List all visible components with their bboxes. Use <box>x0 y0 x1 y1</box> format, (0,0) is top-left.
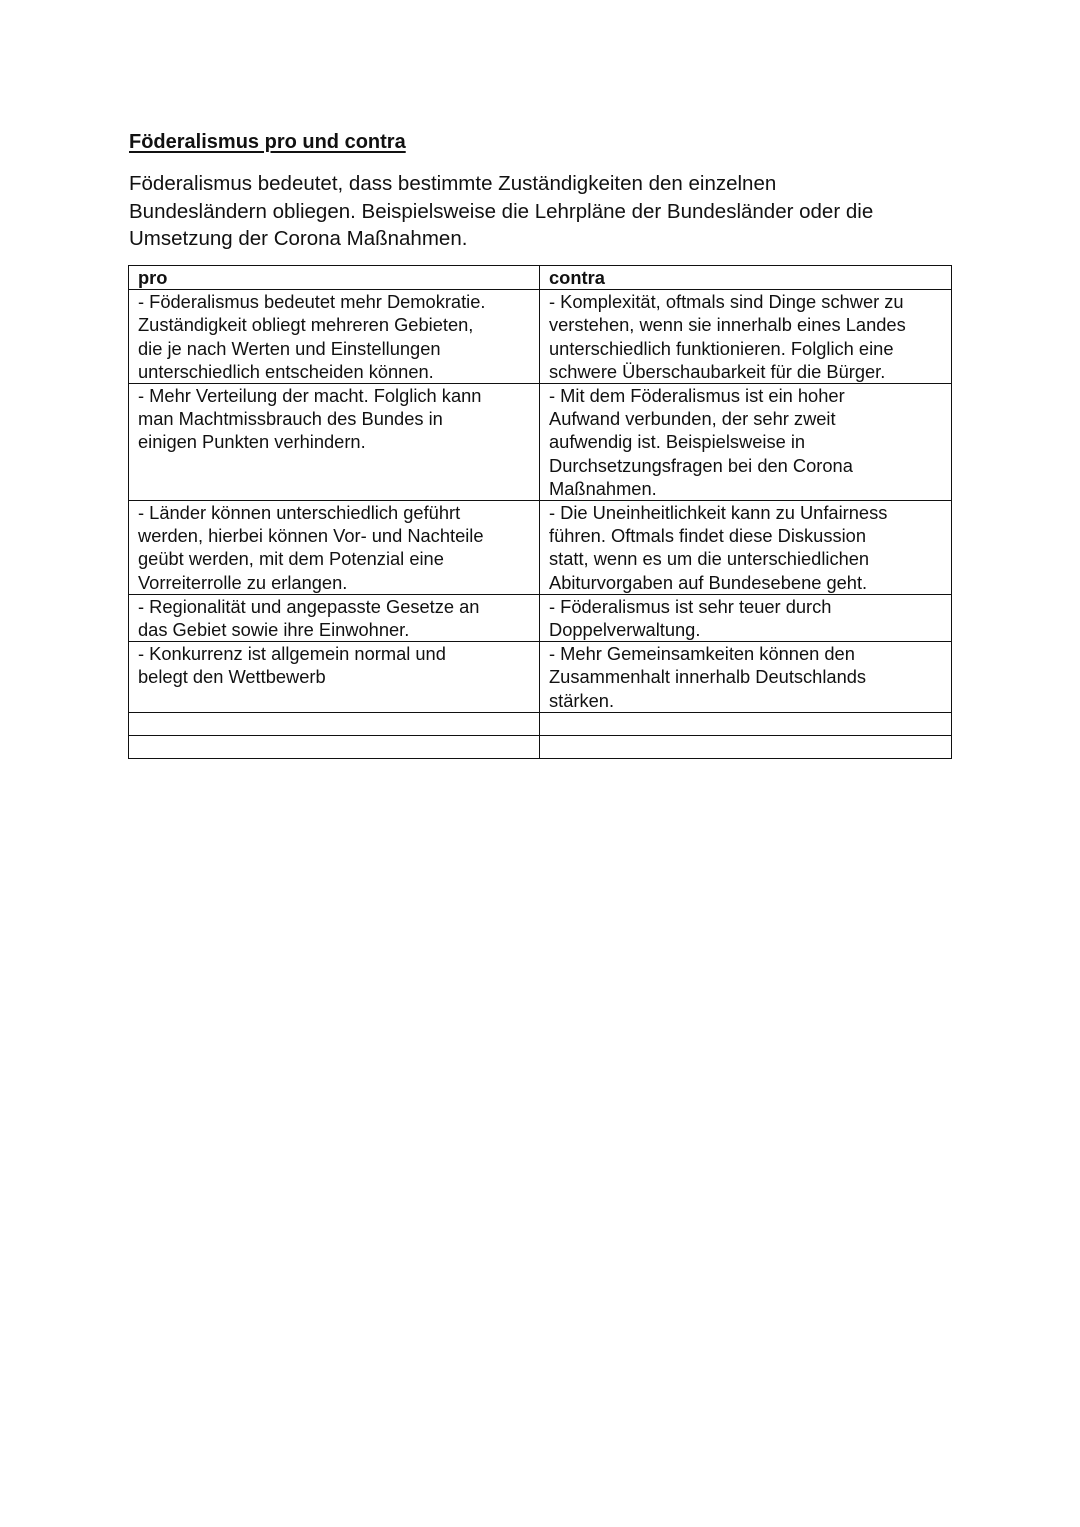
pro-cell: - Länder können unterschiedlich geführt werden, hierbei können Vor- und Nachteile geübt werden, mit dem Potenzial eine Vorreiterrolle zu erlangen. <box>129 501 540 595</box>
pro-cell: - Mehr Verteilung der macht. Folglich kann man Machtmissbrauch des Bundes in einigen Punkten verhindern. <box>129 384 540 501</box>
table-row-empty <box>129 735 952 758</box>
pro-contra-table <box>128 265 952 759</box>
intro-paragraph: Föderalismus bedeutet, dass bestimmte Zuständigkeiten den einzelnen Bundesländern obliegen. Beispielsweise die Lehrpläne der Bundesländer oder die Umsetzung der Corona Maßnahmen. <box>129 172 874 250</box>
contra-cell: - Mehr Gemeinsamkeiten können den Zusammenhalt innerhalb Deutschlands stärken. <box>540 642 952 713</box>
header-contra: contra <box>540 266 952 290</box>
table-row <box>129 642 952 713</box>
contra-cell: - Die Uneinheitlichkeit kann zu Unfairness führen. Oftmals findet diese Diskussion statt, wenn es um die unterschiedlichen Abiturvorgaben auf Bundesebene geht. <box>540 501 952 595</box>
contra-cell: - Föderalismus ist sehr teuer durch Doppelverwaltung. <box>540 594 952 641</box>
table-row <box>129 384 952 501</box>
pro-cell <box>129 735 540 758</box>
contra-cell: - Komplexität, oftmals sind Dinge schwer zu verstehen, wenn sie innerhalb eines Landes unterschiedlich funktionieren. Folglich eine schwere Überschaubarkeit für die Bürger. <box>540 290 952 384</box>
table-row <box>129 594 952 641</box>
header-pro: pro <box>129 266 540 290</box>
table-header-row <box>129 266 952 290</box>
pro-cell <box>129 712 540 735</box>
contra-cell: - Mit dem Föderalismus ist ein hoher Aufwand verbunden, der sehr zweit aufwendig ist. Beispielsweise in Durchsetzungsfragen bei den Corona Maßnahmen. <box>540 384 952 501</box>
document-title: Föderalismus pro und contra <box>129 131 406 153</box>
table-row <box>129 290 952 384</box>
pro-cell: - Regionalität und angepasste Gesetze an das Gebiet sowie ihre Einwohner. <box>129 594 540 641</box>
pro-cell: - Konkurrenz ist allgemein normal und belegt den Wettbewerb <box>129 642 540 713</box>
table-row <box>129 501 952 595</box>
contra-cell <box>540 735 952 758</box>
table-row-empty <box>129 712 952 735</box>
contra-cell <box>540 712 952 735</box>
pro-cell: - Föderalismus bedeutet mehr Demokratie. Zuständigkeit obliegt mehreren Gebieten, die je nach Werten und Einstellungen unterschiedlich entscheiden können. <box>129 290 540 384</box>
